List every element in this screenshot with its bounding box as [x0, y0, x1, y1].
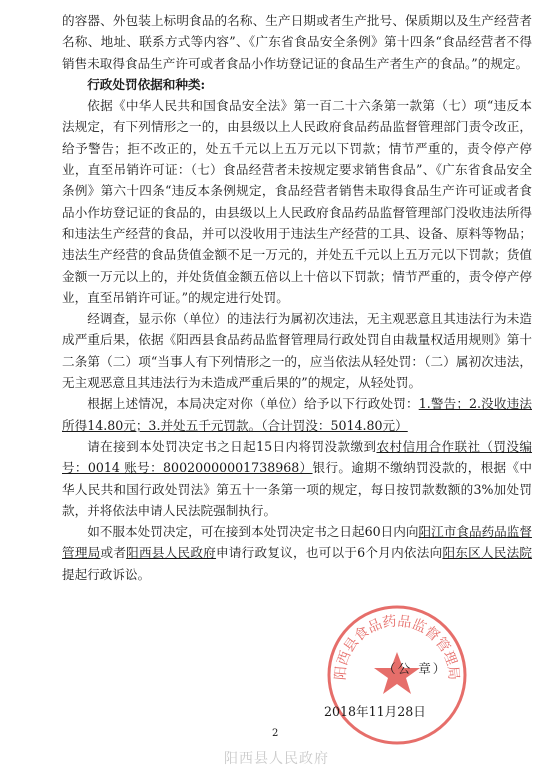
paragraph-payment	[62, 436, 532, 521]
payment-bank: 农村信用合作联社（罚没编号：0014 账号：80020000001738968）	[62, 438, 533, 476]
paragraph-decision	[62, 393, 532, 436]
appeal-text-b: 或者	[100, 545, 127, 561]
paragraph-continuation: 的容器、外包装上标明食品的名称、生产日期或者生产批号、保质期以及生产经营者名称、地址、联系方式等内容”、《广东省食品安全条例》第十四条“食品经营者不得销售未取得食品生产许可或者食品小作坊登记证的食品生产者生产的食品。”的规定。	[62, 13, 532, 71]
section-heading: 行政处罚依据和种类:	[87, 76, 206, 92]
appeal-text-a: 如不服本处罚决定，可在接到本处罚决定书之日起60日内向	[87, 524, 419, 540]
seal-label: （公 章）	[383, 661, 448, 676]
footer-watermark: 阳西县人民政府	[224, 751, 329, 767]
seal-text: 阳西县食品药品监督管理局	[332, 613, 462, 681]
payment-text-a: 请在接到本处罚决定书之日起15日内将罚没款缴到	[87, 438, 377, 454]
appeal-text-d: 提起行政诉讼。	[62, 566, 151, 582]
appeal-court: 阳东区人民法院	[442, 545, 533, 561]
paragraph-investigation: 经调查，显示你（单位）的违法行为属初次违法，无主观恶意且其违法行为未造成严重后果，依据《阳西县食品药品监督管理局行政处罚自由裁量权适用规则》第十二条第（二）项“当事人有下列情形之一的，应当依法从轻处罚：（二）属初次违法，无主观恶意且其违法行为未造成严重后果的”的规定，从轻处罚。	[62, 311, 532, 391]
paragraph-legal-basis: 依据《中华人民共和国食品安全法》第一百二十六条第一款第（七）项“违反本法规定，有下列情形之一的，由县级以上人民政府食品药品监督管理部门责令改正，给予警告；拒不改正的，处五千元以上五万元以下罚款；情节严重的，责令停产停业，直至吊销许可证：（七）食品经营者未按规定要求销售食品”、《广东省食品安全条例》第六十四条“违反本条例规定，食品经营者销售未取得食品生产许可证或者食品小作坊登记证的食品的，由县级以上人民政府食品药品监督管理部门没收违法所得和违法生产经营的食品，并可以没收用于违法生产经营的工具、设备、原料等物品；违法生产经营的食品货值金额不足一万元的，并处五千元以上五万元以下罚款；货值金额一万元以上的，并处货值金额五倍以上十倍以下罚款；情节严重的，责令停产停业，直至吊销许可证。”的规定进行处罚。	[62, 98, 532, 305]
penalty-list: 1.警告；2.没收违法所得14.80元；3.并处五千元罚款。（合计罚没：5014.80元）	[62, 396, 532, 433]
appeal-text-c: 申请行政复议，也可以于6个月内依法向	[216, 545, 443, 561]
page-number: 2	[272, 728, 279, 739]
document-body	[62, 10, 532, 585]
issue-date: 2018年11月28日	[324, 704, 426, 719]
appeal-agency-city: 阳江市食品药品监督管理局	[62, 524, 532, 561]
decision-lead: 根据上述情况，本局决定对你（单位）给予以下行政处罚：	[87, 396, 419, 412]
paragraph-appeal	[62, 521, 532, 585]
appeal-agency-county: 阳西县人民政府	[126, 545, 217, 561]
payment-text-b: 银行。逾期不缴纳罚没款的，根据《中华人民共和国行政处罚法》第五十一条第一项的规定，每日按罚款数额的3%加处罚款，并将依法申请人民法院强制执行。	[62, 460, 532, 518]
